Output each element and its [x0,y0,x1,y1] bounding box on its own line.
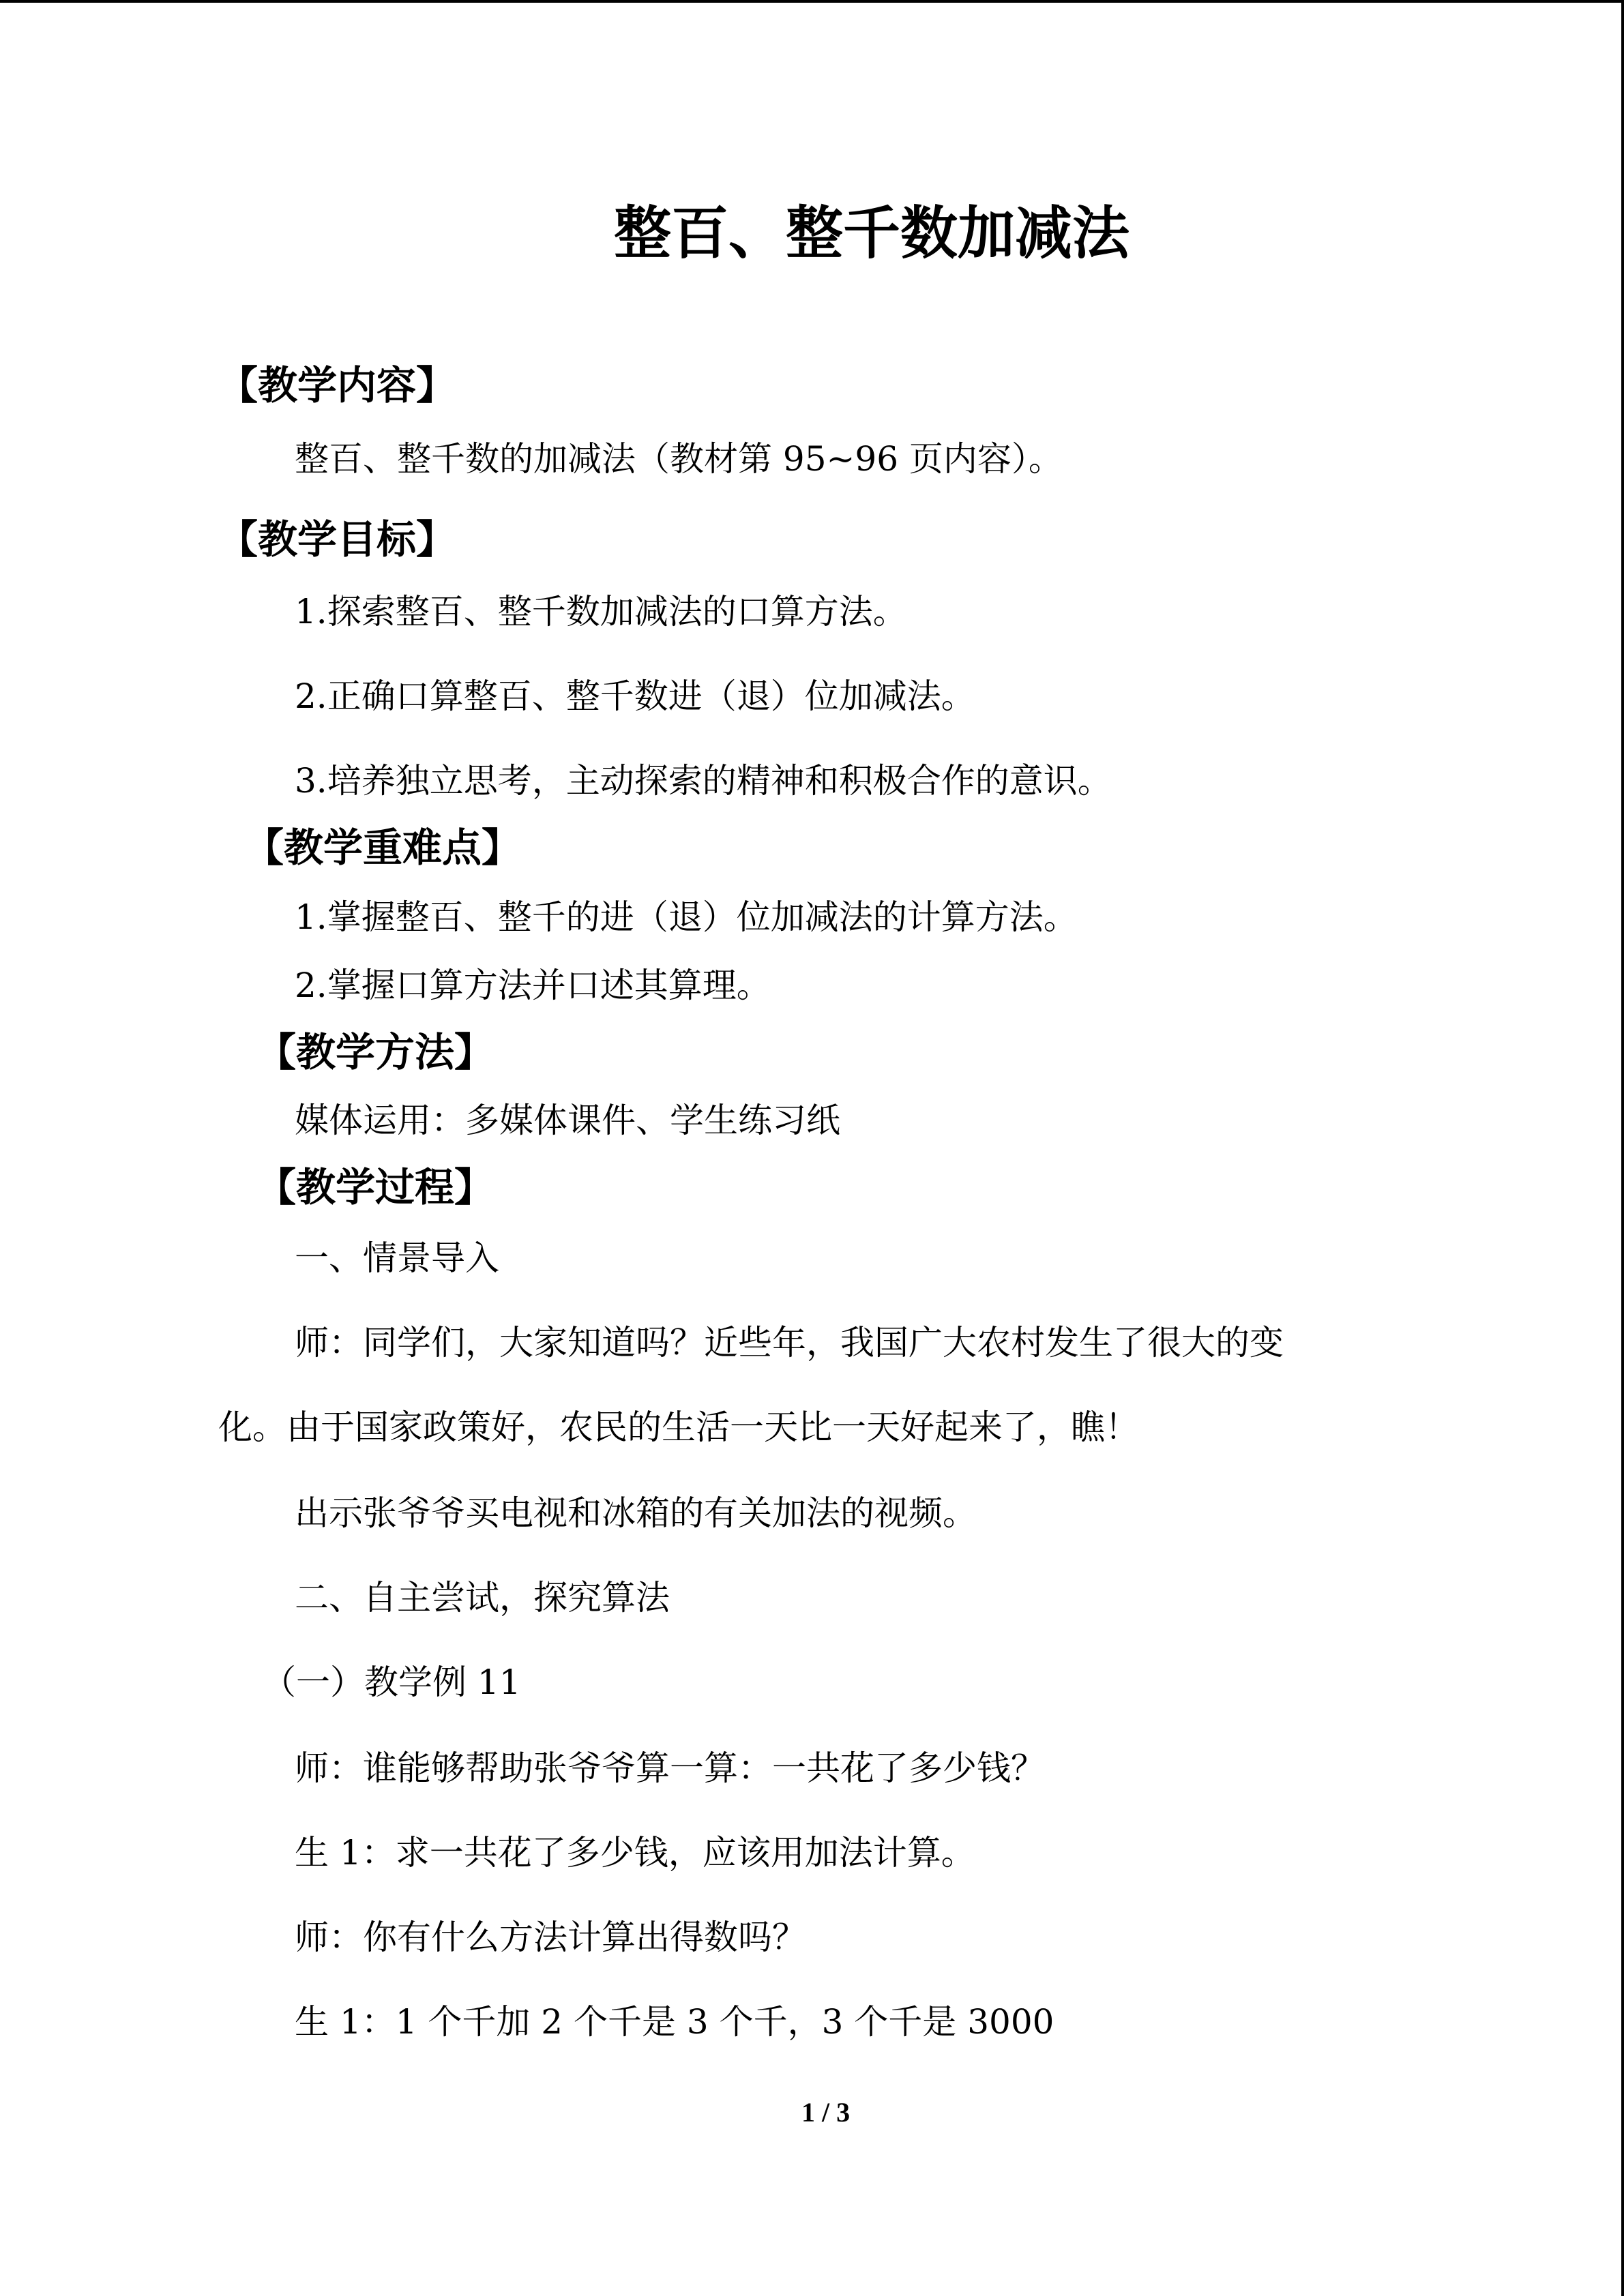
process-line-6: （一）教学例 11 [262,1663,521,1702]
goals-line-1: 1.探索整百、整千数加减法的口算方法。 [295,592,907,631]
process-line-9: 师：你有什么方法计算出得数吗？ [295,1918,806,1957]
page-top-border [0,0,1624,3]
section-heading-methods: 【教学方法】 [256,1029,494,1075]
section-heading-goals: 【教学目标】 [218,516,456,563]
document-title: 整百、整千数加减法 [614,200,1130,267]
process-line-8: 生 1：求一共花了多少钱，应该用加法计算。 [295,1833,975,1873]
process-line-10: 生 1：1 个千加 2 个千是 3 个千，3 个千是 3000 [295,2002,1054,2042]
process-line-1: 一、情景导入 [295,1238,499,1278]
content-line-1: 整百、整千数的加减法（教材第 95~96 页内容）。 [295,439,1063,479]
section-heading-content: 【教学内容】 [218,362,456,408]
goals-line-2: 2.正确口算整百、整千数进（退）位加减法。 [295,676,975,716]
key-points-line-2: 2.掌握口算方法并口述其算理。 [295,966,771,1005]
key-points-line-1: 1.掌握整百、整千的进（退）位加减法的计算方法。 [295,897,1078,937]
process-line-5: 二、自主尝试，探究算法 [295,1578,670,1617]
process-line-3: 化。由于国家政策好，农民的生活一天比一天好起来了，瞧！ [218,1407,1139,1447]
methods-line-1: 媒体运用：多媒体课件、学生练习纸 [295,1101,840,1140]
section-heading-key-points: 【教学重难点】 [244,824,522,871]
process-line-2: 师：同学们，大家知道吗？近些年，我国广大农村发生了很大的变 [295,1323,1284,1362]
process-line-4: 出示张爷爷买电视和冰箱的有关加法的视频。 [295,1493,977,1533]
section-heading-process: 【教学过程】 [256,1164,494,1210]
goals-line-3: 3.培养独立思考，主动探索的精神和积极合作的意识。 [295,761,1112,801]
page-indicator: 1 / 3 [801,2097,851,2128]
page-right-border [1621,0,1624,2296]
process-line-7: 师：谁能够帮助张爷爷算一算：一共花了多少钱？ [295,1748,1045,1788]
